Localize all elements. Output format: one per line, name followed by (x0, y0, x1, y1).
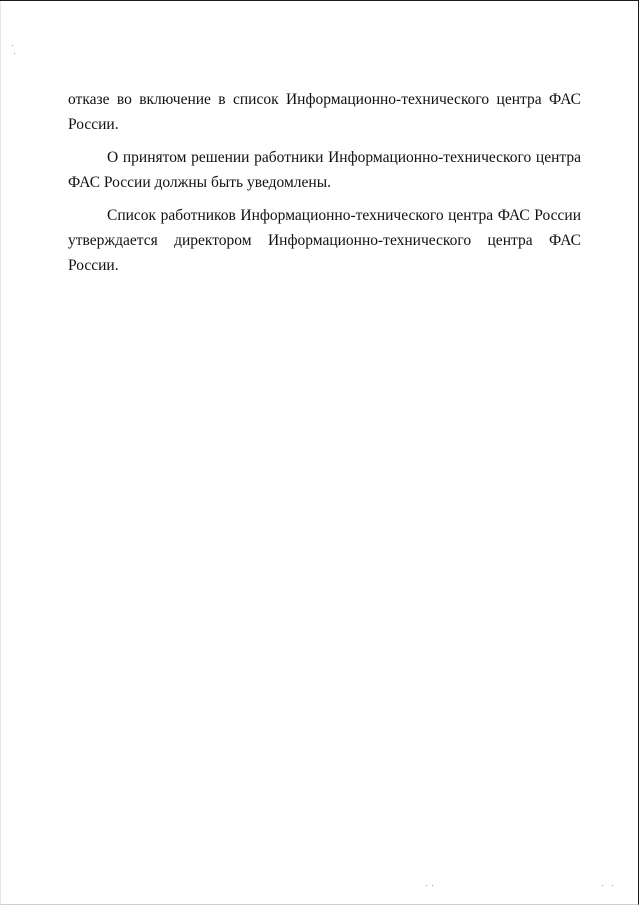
scan-speck (14, 53, 15, 54)
paragraph-employee-list: Список работников Информационно-технического центра ФАС России утверждается директором Информационно-технического центра ФАС России. (68, 207, 581, 274)
document-body (68, 87, 581, 286)
paragraph-continuation: отказе во включение в список Информационно-технического центра ФАС России. (68, 91, 581, 133)
scan-speck (602, 885, 603, 886)
scan-edge (0, 1, 1, 906)
scan-speck (432, 885, 433, 886)
scan-speck (426, 885, 427, 886)
paragraph-notification: О принятом решении работники Информационно-технического центра ФАС России должны быть уведомлены. (68, 149, 581, 191)
scan-speck (12, 45, 13, 46)
scan-speck (612, 885, 613, 886)
